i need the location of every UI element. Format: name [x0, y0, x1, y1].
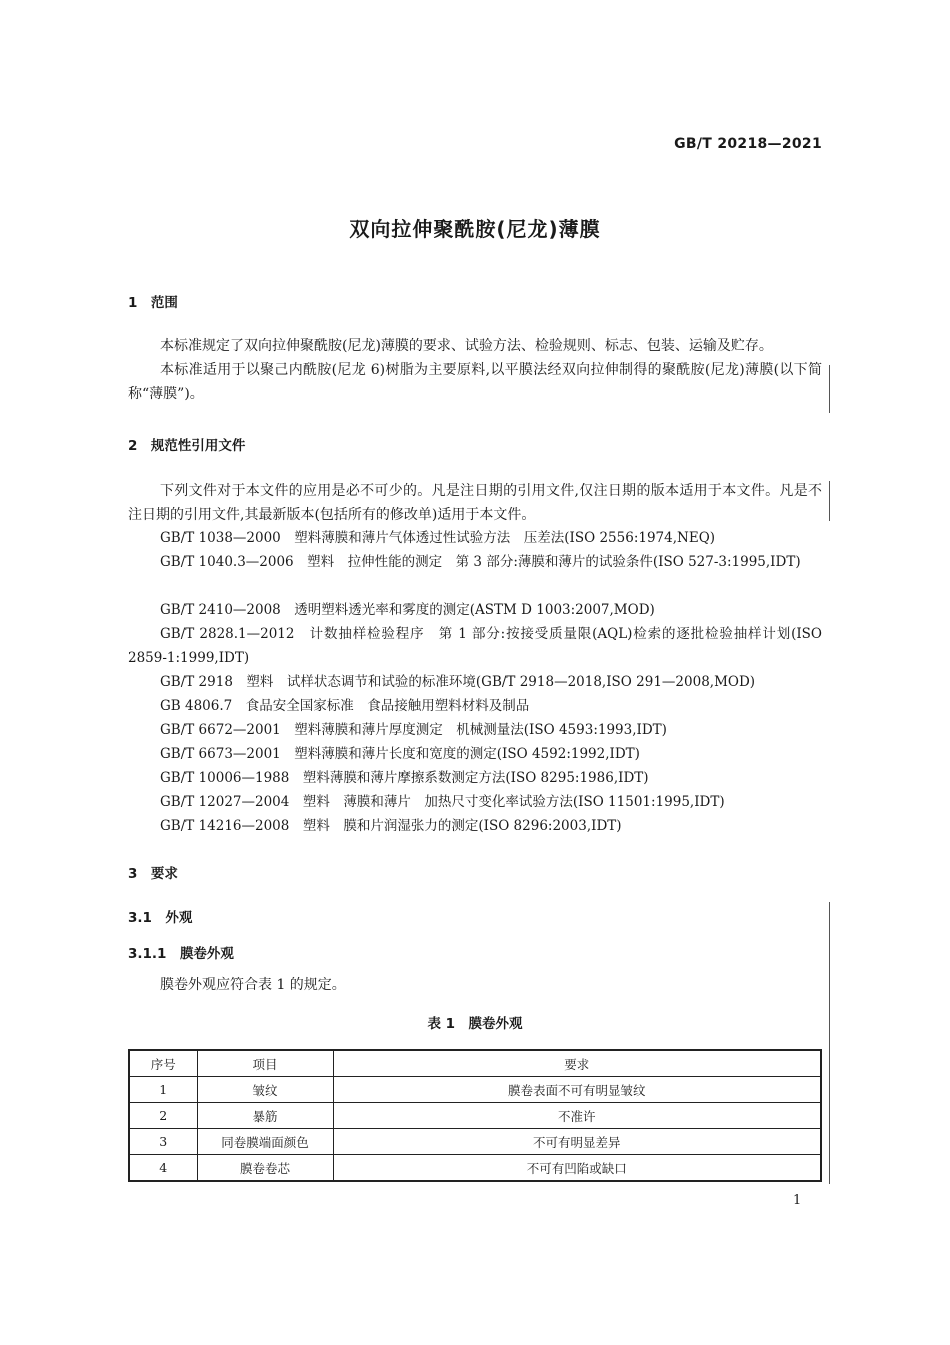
table-cell: 膜卷卷芯	[197, 1155, 333, 1182]
table-caption: 表 1 膜卷外观	[427, 1016, 523, 1032]
section-3-title: 要求	[150, 866, 178, 882]
reference-item: GB/T 2918 塑料 试样状态调节和试验的标准环境(GB/T 2918—2018,ISO 291—2008,MOD)	[160, 674, 756, 690]
section-1-title: 范围	[150, 295, 178, 311]
section-1-number: 1	[128, 295, 138, 311]
scope-paragraph-1: 本标准规定了双向拉伸聚酰胺(尼龙)薄膜的要求、试验方法、检验规则、标志、包装、运输及贮存。	[160, 338, 773, 354]
change-bar	[829, 365, 830, 413]
section-3-1-heading	[128, 906, 192, 926]
reference-item: GB/T 12027—2004 塑料 薄膜和薄片 加热尺寸变化率试验方法(ISO 11501:1995,IDT)	[160, 794, 725, 810]
table-cell: 同卷膜端面颜色	[197, 1129, 333, 1155]
table-header-cell: 要求	[333, 1050, 821, 1077]
table-row	[129, 1103, 821, 1129]
reference-item: GB/T 1040.3—2006 塑料 拉伸性能的测定 第 3 部分:薄膜和薄片的试验条件(ISO 527-3:1995,IDT)	[160, 554, 801, 570]
reference-item: GB/T 14216—2008 塑料 膜和片润湿张力的测定(ISO 8296:2003,IDT)	[160, 818, 622, 834]
table-cell: 1	[129, 1077, 197, 1103]
reference-item: GB/T 6672—2001 塑料薄膜和薄片厚度测定 机械测量法(ISO 4593:1993,IDT)	[160, 722, 667, 738]
table-cell: 不可有明显差异	[333, 1129, 821, 1155]
reference-item: GB/T 10006—1988 塑料薄膜和薄片摩擦系数测定方法(ISO 8295:1986,IDT)	[160, 770, 649, 786]
section-3-1-1-heading	[128, 942, 234, 962]
table-header-cell: 序号	[129, 1050, 197, 1077]
section-3-1-number: 3.1	[128, 910, 152, 926]
reference-item: GB/T 1038—2000 塑料薄膜和薄片气体透过性试验方法 压差法(ISO 2556:1974,NEQ)	[160, 530, 716, 546]
page-title: 双向拉伸聚酰胺(尼龙)薄膜	[349, 217, 601, 241]
table-cell: 不可有凹陷或缺口	[333, 1155, 821, 1182]
reference-item: GB/T 6673—2001 塑料薄膜和薄片长度和宽度的测定(ISO 4592:1992,IDT)	[160, 746, 640, 762]
table-cell: 4	[129, 1155, 197, 1182]
section-2-heading	[128, 434, 245, 454]
references-intro: 下列文件对于本文件的应用是必不可少的。凡是注日期的引用文件,仅注日期的版本适用于本文件。凡是不注日期的引用文件,其最新版本(包括所有的修改单)适用于本文件。	[128, 483, 822, 523]
table-cell: 3	[129, 1129, 197, 1155]
table-cell: 2	[129, 1103, 197, 1129]
section-3-1-1-number: 3.1.1	[128, 946, 167, 962]
document-number: GB/T 20218—2021	[674, 136, 822, 152]
table-cell: 不准许	[333, 1103, 821, 1129]
section-3-number: 3	[128, 866, 138, 882]
table-cell: 膜卷表面不可有明显皱纹	[333, 1077, 821, 1103]
change-bar	[829, 481, 830, 521]
appearance-table	[128, 1049, 822, 1182]
reference-item: GB/T 2828.1—2012 计数抽样检验程序 第 1 部分:按接受质量限(AQL)检索的逐批检验抽样计划(ISO 2859-1:1999,IDT)	[128, 626, 822, 666]
table-row	[129, 1077, 821, 1103]
table-row	[129, 1155, 821, 1182]
section-3-1-title: 外观	[165, 910, 193, 926]
section-3-heading	[128, 862, 178, 882]
table-header-cell: 项目	[197, 1050, 333, 1077]
appearance-paragraph: 膜卷外观应符合表 1 的规定。	[160, 977, 346, 993]
reference-item: GB 4806.7 食品安全国家标准 食品接触用塑料材料及制品	[160, 698, 530, 714]
table-cell: 暴筋	[197, 1103, 333, 1129]
reference-item: GB/T 2410—2008 透明塑料透光率和雾度的测定(ASTM D 1003:2007,MOD)	[160, 602, 655, 618]
section-2-title: 规范性引用文件	[150, 438, 246, 454]
table-row	[129, 1129, 821, 1155]
page-number: 1	[793, 1193, 802, 1208]
change-bar	[829, 902, 830, 1184]
section-1-heading	[128, 291, 178, 311]
table-cell: 皱纹	[197, 1077, 333, 1103]
section-2-number: 2	[128, 438, 138, 454]
scope-paragraph-2: 本标准适用于以聚己内酰胺(尼龙 6)树脂为主要原料,以平膜法经双向拉伸制得的聚酰胺(尼龙)薄膜(以下简称“薄膜”)。	[128, 362, 822, 402]
section-3-1-1-title: 膜卷外观	[179, 946, 234, 962]
table-header-row	[129, 1050, 821, 1077]
